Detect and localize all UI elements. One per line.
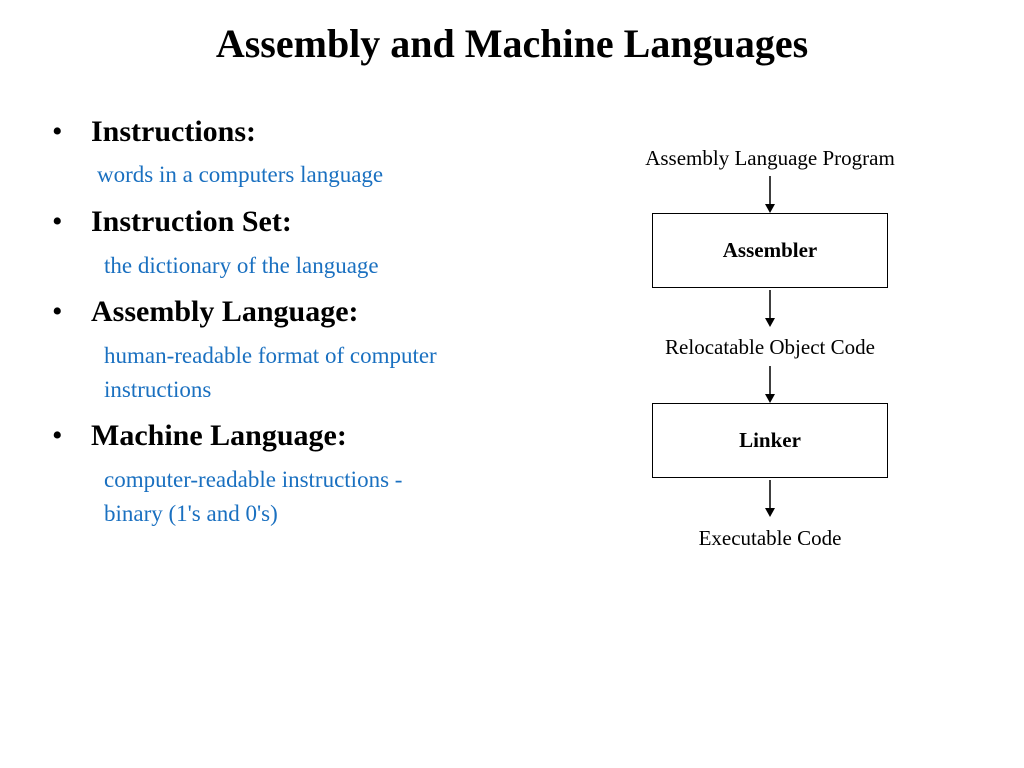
intermediate-label: Relocatable Object Code [665, 335, 875, 359]
bullet-instructions [52, 115, 256, 149]
bullet-icon: • [52, 295, 63, 328]
bullet-description: human-readable format of computer [104, 343, 437, 368]
arrow-down-icon [600, 176, 940, 213]
output-label: Executable Code [698, 526, 842, 550]
bullet-icon: • [52, 115, 63, 148]
bullet-description: instructions [104, 377, 212, 402]
bullet-description: words in a computers language [97, 162, 384, 187]
linker-box: Linker [652, 403, 888, 478]
bullet-instruction-set [52, 205, 292, 239]
arrow-down-icon [600, 366, 940, 403]
bullet-description: computer-readable instructions - [104, 467, 403, 492]
bullet-description: the dictionary of the language [104, 253, 379, 278]
bullet-icon: • [52, 205, 63, 238]
translation-flow-diagram [600, 120, 940, 570]
bullet-assembly-language [52, 295, 359, 329]
bullet-term: Instructions: [91, 115, 257, 148]
bullet-description: binary (1's and 0's) [104, 501, 278, 526]
slide-title: Assembly and Machine Languages [215, 21, 809, 66]
arrow-down-icon [600, 290, 940, 327]
arrow-down-icon [600, 480, 940, 517]
bullet-term: Machine Language: [91, 419, 347, 452]
bullet-term: Instruction Set: [91, 205, 292, 238]
bullet-icon: • [52, 419, 63, 452]
assembler-box: Assembler [652, 213, 888, 288]
bullet-term: Assembly Language: [91, 295, 359, 328]
bullet-machine-language [52, 419, 347, 453]
input-label: Assembly Language Program [645, 146, 895, 170]
